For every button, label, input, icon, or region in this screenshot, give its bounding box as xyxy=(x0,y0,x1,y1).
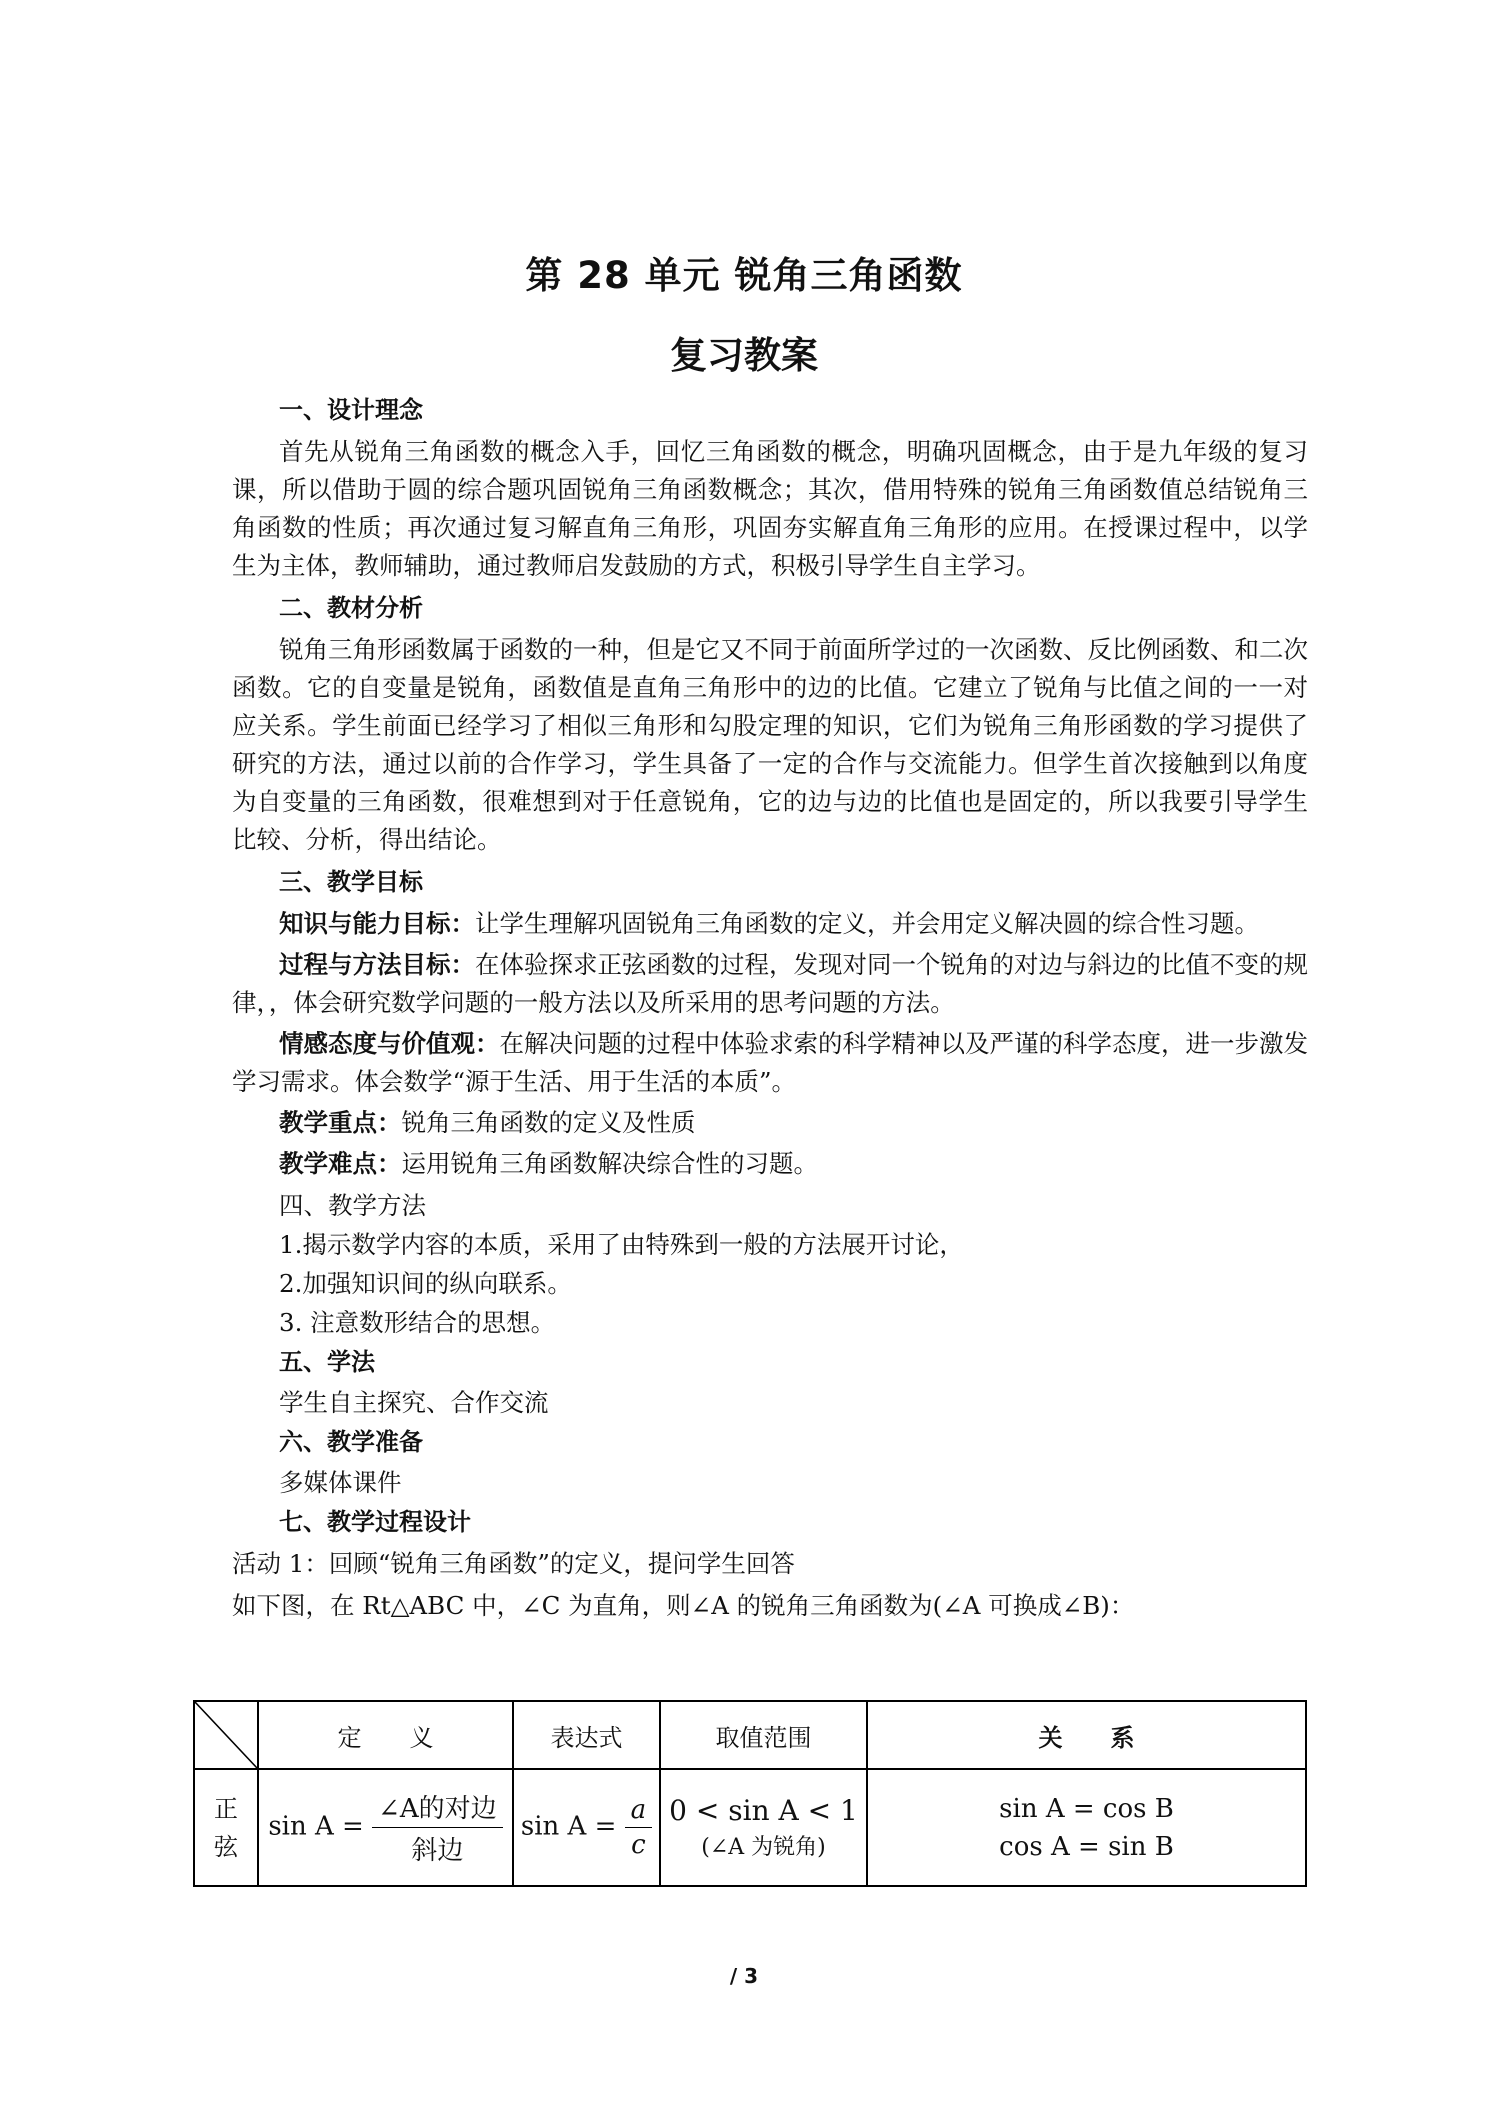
section-text-5: 学生自主探究、合作交流 xyxy=(279,1388,549,1417)
expression-cell xyxy=(513,1769,660,1886)
header-relation: 关 系 xyxy=(867,1701,1306,1769)
definition-lhs: sin A = xyxy=(268,1811,364,1842)
expression-denominator: c xyxy=(631,1830,646,1860)
section-heading-4: 四、教学方法 xyxy=(279,1191,426,1220)
page-number: / 3 xyxy=(729,1964,759,1988)
header-range: 取值范围 xyxy=(660,1701,867,1769)
table-row xyxy=(194,1769,1306,1886)
header-definition: 定 义 xyxy=(258,1701,513,1769)
page-title: 第 28 单元 锐角三角函数 xyxy=(525,254,963,297)
method-item-1: 1.揭示数学内容的本质，采用了由特殊到一般的方法展开讨论， xyxy=(279,1230,964,1259)
definition-numerator: ∠A的对边 xyxy=(372,1788,503,1828)
range-cell xyxy=(660,1769,867,1886)
key-point-label: 教学重点： xyxy=(279,1108,402,1137)
diagonal-line xyxy=(195,1702,257,1768)
goal-emotion-label: 情感态度与价值观： xyxy=(279,1029,500,1058)
goal-knowledge-text: 让学生理解巩固锐角三角函数的定义，并会用定义解决圆的综合性习题。 xyxy=(475,909,1259,938)
difficulty-text: 运用锐角三角函数解决综合性的习题。 xyxy=(401,1149,818,1178)
expression-lhs: sin A = xyxy=(520,1811,617,1842)
range-note: (∠A 为锐角) xyxy=(701,1834,826,1860)
goal-knowledge xyxy=(232,905,1308,943)
row-label-char-1: 正 xyxy=(214,1794,238,1823)
section-heading-6: 六、教学准备 xyxy=(279,1428,423,1456)
page-subtitle: 复习教案 xyxy=(670,334,818,377)
definition-fraction xyxy=(372,1788,503,1867)
definition-cell xyxy=(258,1769,513,1886)
relation-cell xyxy=(867,1769,1306,1886)
range-main: 0 < sin A < 1 xyxy=(669,1793,858,1827)
relation-2: cos A = sin B xyxy=(999,1831,1174,1862)
teaching-difficulty xyxy=(232,1145,1308,1183)
section-heading-7: 七、教学过程设计 xyxy=(279,1508,471,1536)
row-label-char-2: 弦 xyxy=(214,1832,238,1861)
header-expression: 表达式 xyxy=(513,1701,660,1769)
method-item-2: 2.加强知识间的纵向联系。 xyxy=(279,1269,572,1298)
document-body xyxy=(232,390,1308,1627)
table-header-row xyxy=(194,1701,1306,1769)
teaching-key-point xyxy=(232,1104,1308,1142)
key-point-text: 锐角三角函数的定义及性质 xyxy=(401,1108,696,1137)
difficulty-label: 教学难点： xyxy=(279,1149,402,1178)
row-label-sine xyxy=(194,1769,258,1886)
section-heading-3: 三、教学目标 xyxy=(279,868,423,896)
section-text-6: 多媒体课件 xyxy=(279,1468,402,1497)
activity-1: 活动 1：回顾“锐角三角函数”的定义，提问学生回答 xyxy=(232,1549,795,1578)
goal-emotion xyxy=(232,1025,1308,1101)
figure-intro: 如下图，在 Rt△ABC 中，∠C 为直角，则∠A 的锐角三角函数为(∠A 可换成∠B)： xyxy=(232,1591,1135,1620)
goal-process-label: 过程与方法目标： xyxy=(279,950,475,979)
definition-denominator: 斜边 xyxy=(411,1836,464,1866)
section-text-1: 首先从锐角三角函数的概念入手，回忆三角函数的概念，明确巩固概念，由于是九年级的复习课，所以借助于圆的综合题巩固锐角三角函数概念；其次，借用特殊的锐角三角函数值总结锐角三角函数的性质；再次通过复习解直角三角形，巩固夯实解直角三角形的应用。在授课过程中，以学生为主体，教师辅助，通过教师启发鼓励的方式，积极引导学生自主学习。 xyxy=(232,437,1308,580)
method-item-3: 3. 注意数形结合的思想。 xyxy=(279,1308,556,1337)
section-heading-1: 一、设计理念 xyxy=(279,396,423,424)
goal-emotion-text: 在解决问题的过程中体验求索的科学精神以及严谨的科学态度，进一步激发学习需求。体会数学“源于生活、用于生活的本质”。 xyxy=(232,1029,1308,1096)
section-text-2: 锐角三角形函数属于函数的一种，但是它又不同于前面所学过的一次函数、反比例函数、和二次函数。它的自变量是锐角，函数值是直角三角形中的边的比值。它建立了锐角与比值之间的一一对应关系。学生前面已经学习了相似三角形和勾股定理的知识，它们为锐角三角形函数的学习提供了研究的方法，通过以前的合作学习，学生具备了一定的合作与交流能力。但学生首次接触到以角度为自变量的三角函数，很难想到对于任意锐角，它的边与边的比值也是固定的，所以我要引导学生比较、分析，得出结论。 xyxy=(232,635,1308,854)
goal-knowledge-label: 知识与能力目标： xyxy=(279,909,475,938)
goal-process xyxy=(232,946,1308,1022)
diagonal-corner-cell xyxy=(194,1701,258,1769)
expression-numerator: a xyxy=(625,1795,653,1828)
trig-function-table xyxy=(193,1700,1307,1887)
goal-process-text: 在体验探求正弦函数的过程，发现对同一个锐角的对边与斜边的比值不变的规律，，体会研究数学问题的一般方法以及所采用的思考问题的方法。 xyxy=(232,950,1308,1017)
expression-fraction xyxy=(625,1795,653,1860)
relation-1: sin A = cos B xyxy=(999,1793,1174,1824)
section-heading-5: 五、学法 xyxy=(279,1348,375,1376)
section-heading-2: 二、教材分析 xyxy=(279,594,423,622)
